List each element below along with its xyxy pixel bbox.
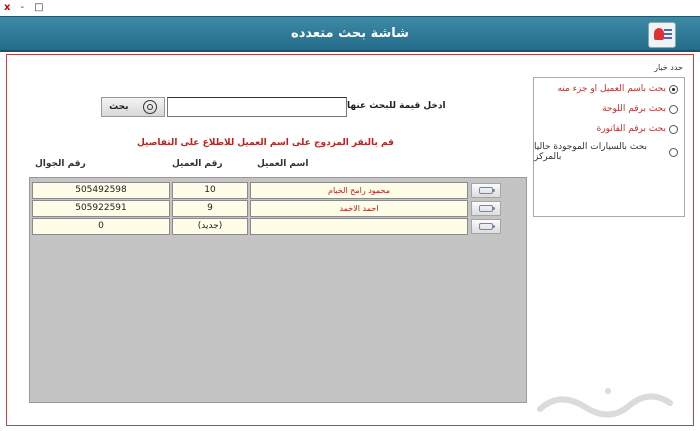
radio-icon[interactable] — [669, 85, 678, 94]
option-label: بحث بالسيارات الموجودة حاليا بالمركز — [534, 142, 648, 162]
row-details-button[interactable] — [471, 219, 501, 234]
link-icon — [479, 223, 493, 230]
mobile-cell: 505922591 — [32, 200, 170, 217]
table-row[interactable] — [30, 200, 528, 217]
column-header-client-no: رقم العميل — [172, 159, 223, 169]
row-details-button[interactable] — [471, 183, 501, 198]
search-icon — [143, 100, 157, 114]
radio-icon[interactable] — [669, 125, 678, 134]
haraj-watermark-logo — [530, 381, 680, 421]
radio-icon[interactable] — [669, 105, 678, 114]
mobile-cell: 0 — [32, 218, 170, 235]
results-grid — [29, 177, 527, 403]
row-details-button[interactable] — [471, 201, 501, 216]
option-label: بحث باسم العميل او جزء منه — [557, 84, 666, 94]
search-options-group — [533, 77, 685, 217]
option-by-client-name[interactable] — [557, 84, 678, 94]
minimize-button[interactable]: - — [20, 2, 25, 13]
main-frame — [6, 54, 694, 426]
mobile-cell: 505492598 — [32, 182, 170, 199]
search-label: ادخل قيمة للبحث عنها — [347, 101, 446, 111]
window-title: شاشة بحث متعدده — [291, 26, 409, 41]
client-no-cell: 10 — [172, 182, 248, 199]
client-no-cell: (جديد) — [172, 218, 248, 235]
contact-card-icon — [648, 22, 676, 48]
option-by-plate[interactable] — [602, 104, 678, 114]
client-name-cell[interactable]: محمود رامح الخيام — [250, 182, 468, 199]
option-by-cars-in-center[interactable] — [534, 142, 678, 162]
client-no-cell: 9 — [172, 200, 248, 217]
window-controls — [4, 2, 44, 13]
column-header-name: اسم العميل — [257, 159, 309, 169]
search-button-label: بحث — [109, 102, 129, 112]
double-click-hint: قم بالنقر المزدوج على اسم العميل للاطلاع على التفاصيل — [137, 138, 394, 148]
option-label: بحث برقم اللوحة — [602, 104, 666, 114]
link-icon — [479, 187, 493, 194]
close-button[interactable]: x — [4, 2, 11, 13]
radio-icon[interactable] — [669, 148, 678, 157]
search-input[interactable] — [167, 97, 347, 117]
client-name-cell[interactable] — [250, 218, 468, 235]
table-row[interactable] — [30, 218, 528, 235]
option-label: بحث برقم الفاتورة — [596, 124, 666, 134]
options-caption: حدد خيار — [654, 63, 683, 72]
search-button[interactable] — [101, 97, 165, 117]
client-name-cell[interactable]: احمد الاخمد — [250, 200, 468, 217]
option-by-invoice[interactable] — [597, 124, 678, 134]
maximize-button[interactable]: □ — [34, 2, 44, 13]
title-bar — [0, 16, 700, 52]
column-header-mobile: رقم الجوال — [35, 159, 86, 169]
table-row[interactable] — [30, 182, 528, 199]
link-icon — [479, 205, 493, 212]
